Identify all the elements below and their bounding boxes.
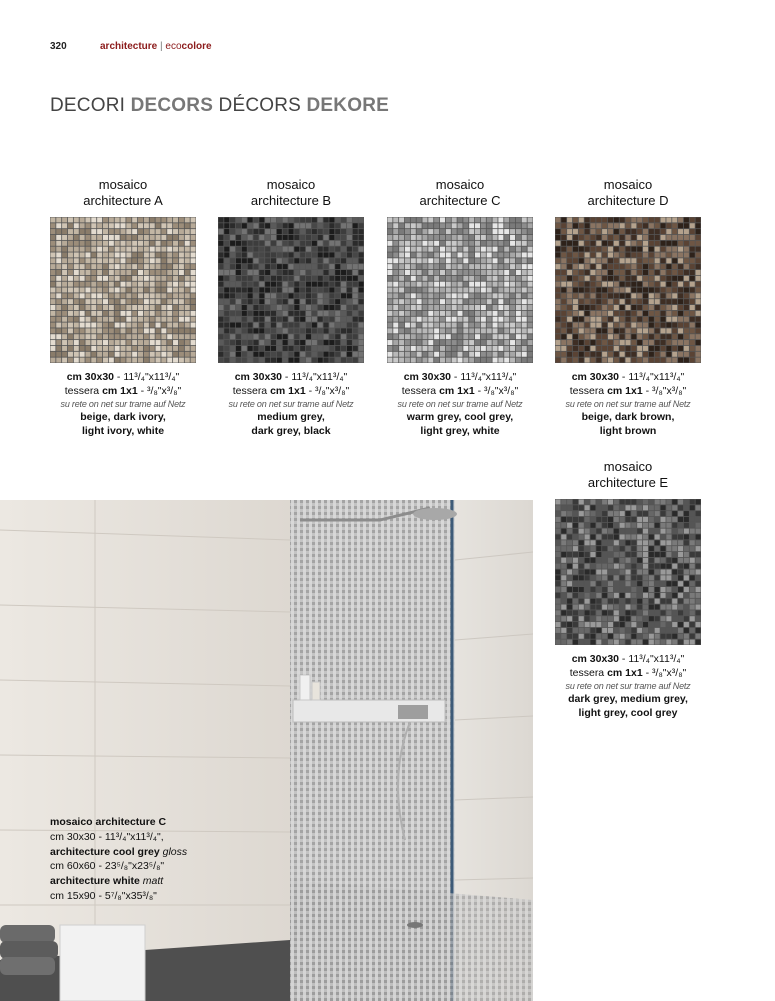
title-decors-fr: DÉCORS (218, 95, 307, 116)
size-bold: cm 30x30 (66, 371, 115, 383)
product-title-line-2: architecture A (83, 193, 163, 208)
colors-line-2: light grey, cool grey (578, 706, 678, 719)
size-inch: - 11³/₄"x11³/₄" (114, 371, 180, 383)
tessera-pre: tessera (569, 384, 608, 397)
product-card-c (380, 177, 540, 438)
tessera-spec (380, 385, 540, 399)
size-spec (548, 653, 708, 667)
product-card-e (548, 459, 708, 720)
caption-line-2: cm 30x30 - 11³/₄"x11³/₄", (50, 830, 164, 843)
brand-colore: colore (181, 41, 212, 52)
size-bold: cm 30x30 (403, 371, 452, 383)
product-title-line-1: mosaico (435, 177, 485, 192)
tessera-bold: cm 1x1 (270, 384, 306, 397)
brand-separator: | (157, 41, 166, 52)
colors-line-1: dark grey, medium grey, (568, 693, 688, 706)
tessera-inch: - ³/₈"x³/₈" (137, 384, 182, 397)
brand-eco: eco (165, 41, 182, 52)
photo-caption (50, 815, 187, 904)
caption-line-3-italic: gloss (162, 845, 188, 858)
tessera-pre: tessera (64, 384, 103, 397)
net-note: su rete on net sur trame auf Netz (565, 399, 691, 410)
tessera-inch: - ³/₈"x³/₈" (305, 384, 350, 397)
net-note: su rete on net sur trame auf Netz (397, 399, 523, 410)
size-inch: - 11³/₄"x11³/₄" (619, 653, 685, 665)
mosaic-swatch-e (555, 499, 701, 645)
colors-line-2: light brown (599, 424, 657, 437)
tessera-spec (548, 385, 708, 399)
product-title-line-2: architecture D (587, 193, 669, 208)
tessera-bold: cm 1x1 (607, 384, 643, 397)
size-spec (211, 371, 371, 385)
product-title-line-1: mosaico (603, 459, 653, 474)
product-title-line-2: architecture B (250, 193, 332, 208)
tessera-inch: - ³/₈"x³/₈" (642, 666, 687, 679)
product-title-line-1: mosaico (266, 177, 316, 192)
tessera-inch: - ³/₈"x³/₈" (474, 384, 519, 397)
mosaic-swatch-b (218, 217, 364, 363)
mosaic-swatch-a (50, 217, 196, 363)
colors-line-2: light ivory, white (81, 424, 165, 437)
colors-line-1: medium grey, (257, 411, 325, 424)
size-inch: - 11³/₄"x11³/₄" (619, 371, 685, 383)
size-bold: cm 30x30 (571, 371, 620, 383)
product-title-line-1: mosaico (603, 177, 653, 192)
product-card-d (548, 177, 708, 438)
tessera-spec (548, 667, 708, 681)
colors-line-2: dark grey, black (251, 424, 331, 437)
tessera-pre: tessera (232, 384, 271, 397)
colors-line-1: warm grey, cool grey, (406, 411, 514, 424)
tessera-bold: cm 1x1 (439, 384, 475, 397)
title-decori: DECORI (50, 95, 131, 116)
size-inch: - 11³/₄"x11³/₄" (451, 371, 517, 383)
product-title-line-2: architecture E (587, 475, 669, 490)
colors-line-2: light grey, white (420, 424, 500, 437)
caption-line-3-bold: architecture cool grey (50, 845, 163, 858)
caption-line-5-italic: matt (142, 875, 164, 888)
page-number: 320 (50, 41, 67, 52)
net-note: su rete on net sur trame auf Netz (60, 399, 186, 410)
bathroom-photo (0, 500, 533, 1001)
size-spec (380, 371, 540, 385)
product-title-line-2: architecture C (419, 193, 501, 208)
net-note: su rete on net sur trame auf Netz (565, 681, 691, 692)
net-note: su rete on net sur trame auf Netz (228, 399, 354, 410)
title-decors: DECORS (130, 95, 219, 116)
tessera-bold: cm 1x1 (607, 666, 643, 679)
size-spec (548, 371, 708, 385)
colors-line-1: beige, dark ivory, (80, 411, 166, 424)
product-card-a (43, 177, 203, 438)
title-dekore: DEKORE (306, 95, 390, 116)
tessera-bold: cm 1x1 (102, 384, 138, 397)
mosaic-swatch-d (555, 217, 701, 363)
bathroom-illustration (0, 500, 533, 1001)
mosaic-swatch-c (387, 217, 533, 363)
tessera-pre: tessera (569, 666, 608, 679)
brand-primary: architecture (100, 41, 158, 52)
section-title (50, 95, 389, 117)
tessera-pre: tessera (401, 384, 440, 397)
tessera-inch: - ³/₈"x³/₈" (642, 384, 687, 397)
product-card-b (211, 177, 371, 438)
size-bold: cm 30x30 (571, 653, 620, 665)
caption-title: mosaico architecture C (50, 816, 167, 828)
size-inch: - 11³/₄"x11³/₄" (282, 371, 348, 383)
tessera-spec (211, 385, 371, 399)
caption-line-5-bold: architecture white (50, 875, 143, 888)
caption-line-4: cm 60x60 - 23⁵/₈"x23⁵/₈" (50, 860, 165, 873)
size-spec (43, 371, 203, 385)
caption-line-6: cm 15x90 - 5⁷/₈"x35³/₈" (50, 889, 157, 902)
colors-line-1: beige, dark brown, (581, 411, 675, 424)
brand-label (100, 41, 212, 52)
product-title-line-1: mosaico (98, 177, 148, 192)
size-bold: cm 30x30 (234, 371, 283, 383)
tessera-spec (43, 385, 203, 399)
